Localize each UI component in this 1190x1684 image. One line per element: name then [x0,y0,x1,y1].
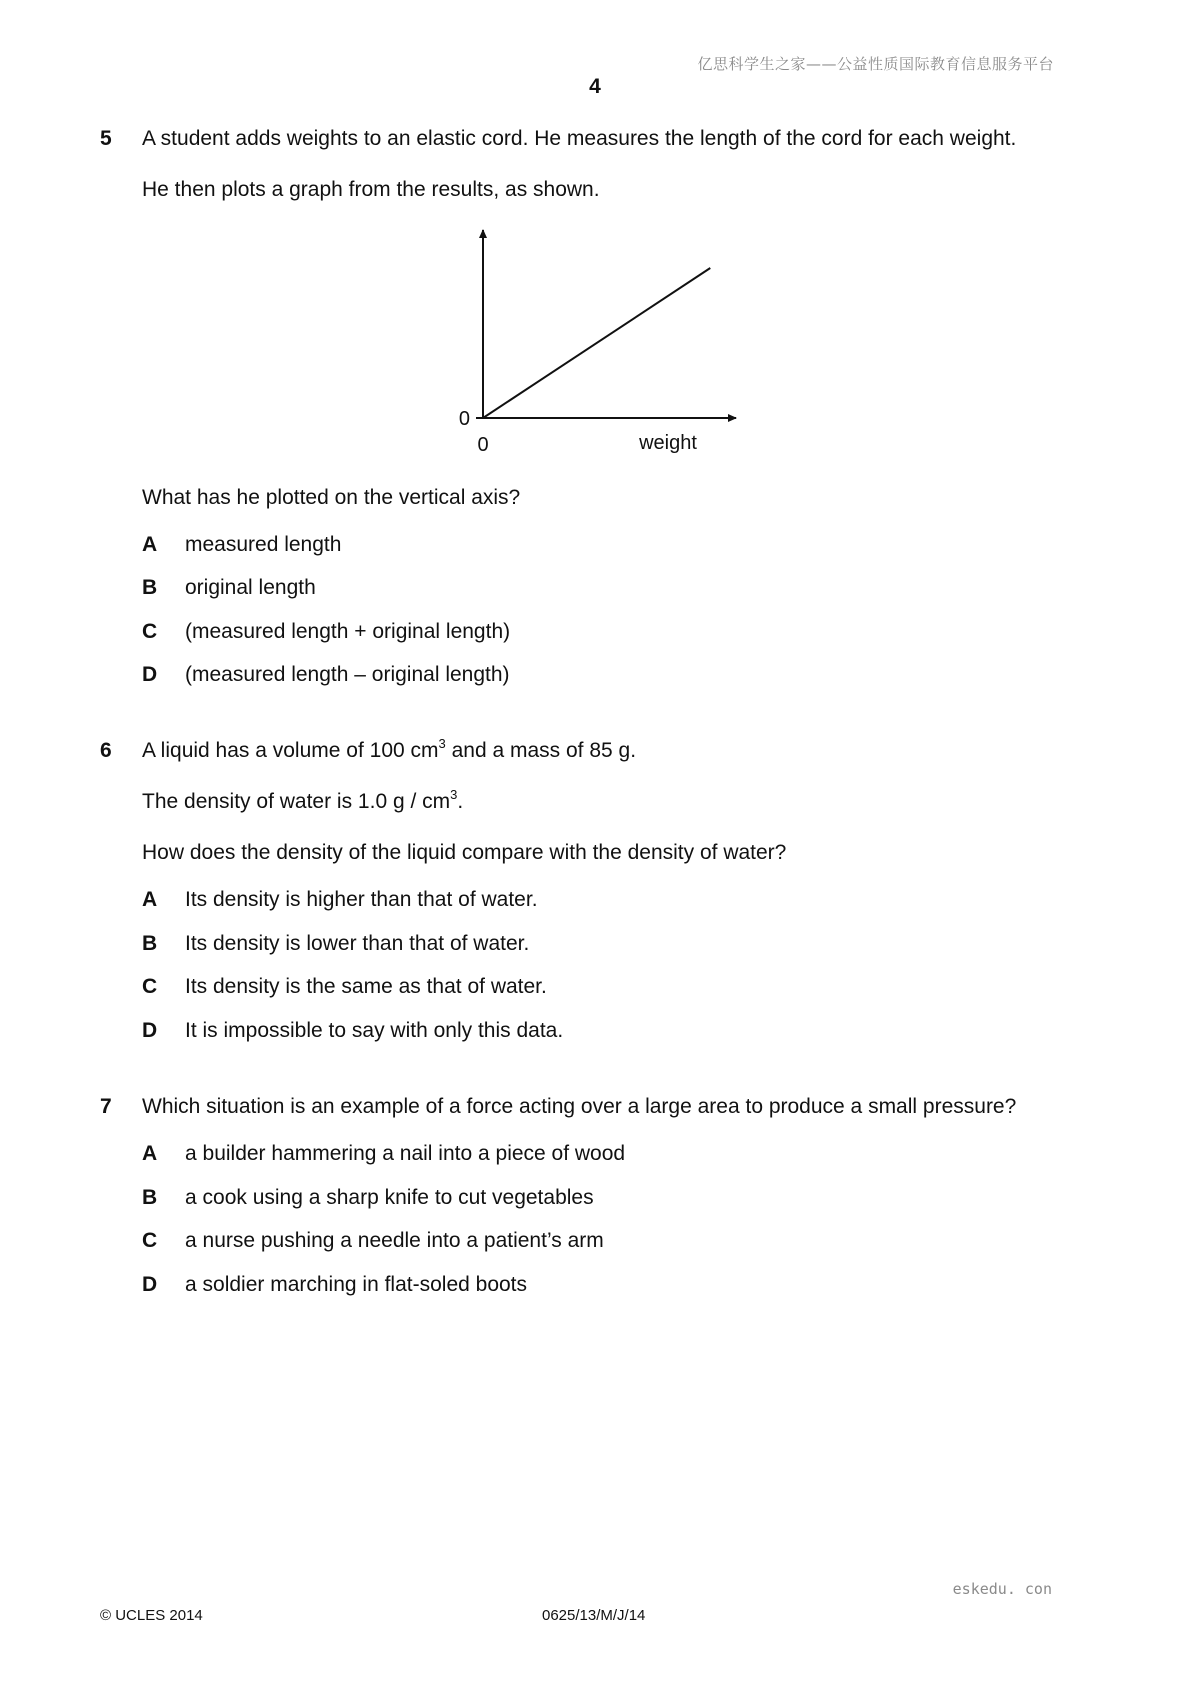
page-number: 4 [589,75,601,98]
watermark-text: 亿思科学生之家——公益性质国际教育信息服务平台 [697,55,1054,73]
q5-option-b-letter: B [142,576,158,599]
question-6-line1 [142,736,637,763]
q6-option-d-text: It is impossible to say with only this data. [185,1019,564,1042]
q5-option-d-text: (measured length – original length) [185,663,510,686]
question-6-line2 [142,787,464,814]
q5-option-a-text: measured length [185,533,342,556]
q6-option-c-text: Its density is the same as that of water. [185,975,547,998]
q7-option-d-letter: D [142,1273,158,1296]
q6-option-b-letter: B [142,932,158,955]
q6-line2-main: The density of water is 1.0 g / cm [142,790,451,813]
q7-option-b-text: a cook using a sharp knife to cut vegetables [185,1186,594,1209]
q6-option-c-letter: C [142,975,158,998]
question-5-number: 5 [100,127,112,150]
q6-line2-tail: . [457,790,464,813]
q6-line1-superscript: 3 [438,736,446,751]
question-5-line1: A student adds weights to an elastic cord. He measures the length of the cord for each weight. [142,127,1017,150]
x-tick-label: 0 [477,434,489,456]
q7-option-c-text: a nurse pushing a needle into a patient’s arm [185,1229,604,1252]
q6-option-d-letter: D [142,1019,158,1042]
question-7-number: 7 [100,1095,112,1118]
q5-option-d-letter: D [142,663,158,686]
q7-option-a-text: a builder hammering a nail into a piece of wood [185,1142,626,1165]
q6-option-a-letter: A [142,888,158,911]
q7-option-c-letter: C [142,1229,158,1252]
x-axis-label: weight [639,432,697,454]
site-watermark: eskedu. con [952,1580,1052,1598]
footer-copyright: © UCLES 2014 [100,1607,203,1624]
q5-option-c-text: (measured length + original length) [185,620,511,643]
question-7-prompt: Which situation is an example of a force acting over a large area to produce a small pressure? [142,1095,1017,1118]
q7-option-a-letter: A [142,1142,158,1165]
q6-option-a-text: Its density is higher than that of water. [185,888,538,911]
series-line [483,268,710,418]
question-5-line2: He then plots a graph from the results, as shown. [142,178,600,201]
q6-option-b-text: Its density is lower than that of water. [185,932,530,955]
q7-option-b-letter: B [142,1186,158,1209]
q6-line1-tail: and a mass of 85 g. [445,739,637,762]
question-5-prompt: What has he plotted on the vertical axis? [142,486,521,509]
q5-option-a-letter: A [142,533,158,556]
footer-paper-code: 0625/13/M/J/14 [542,1607,646,1624]
question-6-prompt: How does the density of the liquid compare with the density of water? [142,841,787,864]
q6-line2-superscript: 3 [450,787,458,802]
q6-line1-main: A liquid has a volume of 100 cm [142,739,439,762]
question-6-number: 6 [100,739,112,762]
q5-graph [440,220,760,460]
q7-option-d-text: a soldier marching in flat-soled boots [185,1273,528,1296]
q5-option-c-letter: C [142,620,158,643]
q5-option-b-text: original length [185,576,316,599]
y-tick-label: 0 [458,408,470,430]
